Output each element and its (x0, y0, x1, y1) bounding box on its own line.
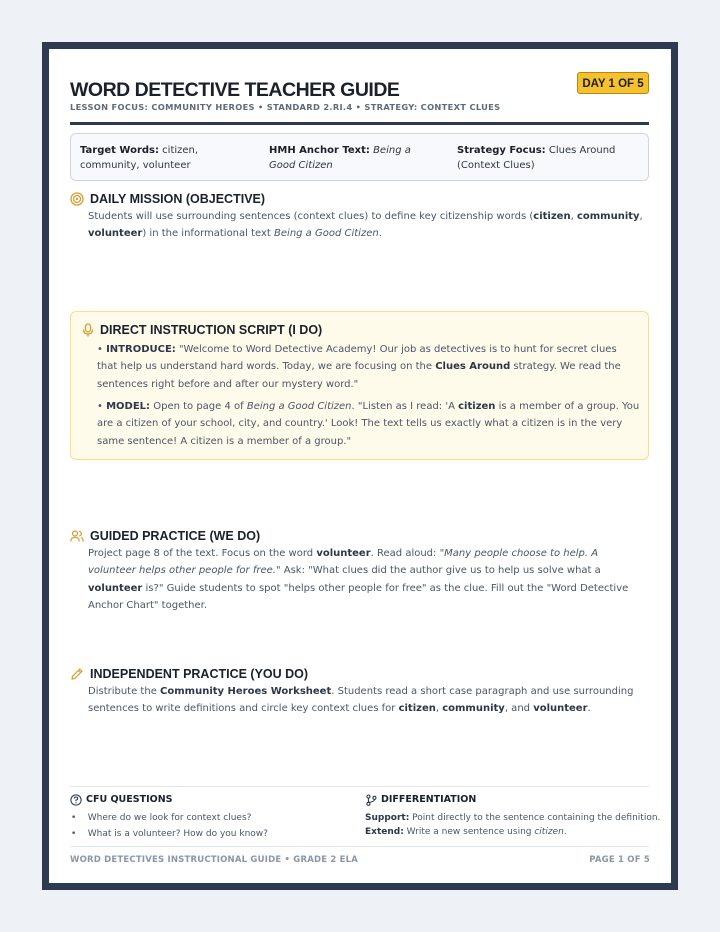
independent-text: , and (504, 703, 534, 715)
model-text: is a member of a group. You are a citizen of your school, city, and country.' Look! The text tells us exactly what a citizen is in the very same sentence! A citizen is a member of a group." (97, 401, 640, 447)
microphone-icon (81, 323, 95, 337)
target-words (80, 143, 255, 173)
extend-label: Extend: (365, 827, 404, 837)
introduce-label: INTRODUCE: (106, 344, 176, 355)
info-box (70, 133, 649, 181)
worksheet-name: Community Heroes Worksheet (160, 686, 332, 697)
word-citizen: citizen (534, 827, 564, 837)
book-title: Being a Good Citizen (274, 228, 379, 240)
users-icon (70, 529, 84, 543)
cfu-heading: CFU QUESTIONS (86, 794, 173, 805)
direct-instruction-callout (70, 311, 649, 460)
extend-line (365, 825, 567, 839)
mission-heading: DAILY MISSION (OBJECTIVE) (90, 192, 266, 206)
model-paragraph (97, 398, 640, 450)
book-title: Being a Good Citizen (246, 401, 352, 412)
day-badge: DAY 1 OF 5 (577, 72, 649, 94)
question-circle-icon (70, 794, 82, 806)
word-citizen: citizen (533, 211, 571, 222)
target-words-value: citizen, community, volunteer (80, 145, 199, 171)
model-text: . "Listen as I read: 'A (351, 401, 459, 412)
document-frame (42, 42, 678, 890)
strategy-focus-value: Clues Around (Context Clues) (457, 145, 616, 171)
introduce-text: strategy. We read the sentences right before and after our mystery word." (97, 361, 621, 390)
pencil-icon (70, 667, 84, 681)
section-divider (70, 786, 649, 787)
mission-body (88, 208, 643, 243)
bullet: • (71, 829, 88, 839)
header-rule (70, 122, 649, 125)
independent-body (88, 683, 648, 718)
mission-text: ) in the informational text (142, 228, 275, 240)
mission-text: Students will use surrounding sentences (context clues) to define key citizenship words ( (88, 211, 534, 222)
support-label: Support: (365, 813, 410, 823)
word-community: community (442, 703, 505, 715)
cfu-question (71, 811, 251, 825)
cfu-question (71, 827, 268, 841)
guided-text: is?" Guide students to spot "helps other people for free" as the clue. Fill out the "Word Detective Anchor Chart" together. (88, 582, 629, 611)
clues-around: Clues Around (435, 361, 511, 373)
support-line (365, 811, 660, 825)
introduce-paragraph (97, 341, 640, 393)
word-volunteer: volunteer (533, 703, 588, 715)
target-icon (70, 192, 84, 206)
bullet: • (71, 813, 88, 823)
word-volunteer: volunteer (88, 228, 143, 240)
extend-text: . (563, 827, 567, 837)
model-label: MODEL: (106, 401, 151, 412)
anchor-text (269, 143, 439, 173)
independent-text: Distribute the (88, 686, 161, 697)
introduce-text: "Welcome to Word Detective Academy! Our job as detectives is to hunt for secret clues that help us understand hard words. Today, we are focusing on the (97, 344, 617, 373)
footer-divider (70, 846, 649, 847)
extend-text: Write a new sentence using (403, 827, 535, 837)
independent-text: , (435, 703, 443, 715)
mission-text: , (570, 211, 577, 222)
differentiation-heading: DIFFERENTIATION (381, 794, 477, 805)
guided-body (88, 545, 645, 614)
word-citizen: citizen (458, 401, 496, 412)
page-number: PAGE 1 OF 5 (589, 855, 650, 865)
strategy-focus (457, 143, 637, 173)
guided-text: Project page 8 of the text. Focus on the word (88, 548, 317, 559)
guided-heading: GUIDED PRACTICE (WE DO) (90, 529, 261, 543)
strategy-focus-label: Strategy Focus: (457, 145, 546, 156)
guided-text: . Read aloud: (370, 548, 440, 559)
independent-text: . Students read a short case paragraph and use surrounding sentences to write definitions and circle key context clues for (88, 686, 634, 715)
direct-instruction-heading: DIRECT INSTRUCTION SCRIPT (I DO) (100, 323, 323, 337)
branch-icon (365, 794, 377, 806)
mission-text: , (639, 211, 643, 222)
guided-text: Ask: "What clues did the author give us to help us solve what a (280, 565, 601, 577)
word-volunteer: volunteer (316, 548, 371, 559)
cfu-question-text: Where do we look for context clues? (87, 813, 252, 823)
word-community: community (576, 211, 640, 222)
target-words-label: Target Words: (80, 145, 159, 156)
cfu-question-text: What is a volunteer? How do you know? (87, 829, 268, 839)
document-page (49, 49, 671, 883)
word-volunteer: volunteer (88, 582, 143, 594)
footer-left: WORD DETECTIVES INSTRUCTIONAL GUIDE • GRADE 2 ELA (70, 855, 359, 865)
mission-text: . (378, 228, 382, 240)
independent-text: . (587, 703, 591, 715)
word-citizen: citizen (398, 703, 436, 715)
bullet: • (97, 344, 107, 355)
anchor-text-value: Being a Good Citizen (269, 145, 411, 171)
model-text: Open to page 4 of (150, 401, 247, 412)
page-title: WORD DETECTIVE TEACHER GUIDE (70, 79, 400, 101)
bullet: • (97, 401, 107, 412)
anchor-text-label: HMH Anchor Text: (269, 145, 370, 156)
lesson-subtitle: LESSON FOCUS: COMMUNITY HEROES • STANDARD 2.RI.4 • STRATEGY: CONTEXT CLUES (70, 102, 501, 112)
read-aloud-quote: "Many people choose to help. A volunteer helps other people for free." (88, 548, 599, 577)
independent-heading: INDEPENDENT PRACTICE (YOU DO) (90, 667, 309, 681)
support-text: Point directly to the sentence containing the definition. (409, 813, 661, 823)
